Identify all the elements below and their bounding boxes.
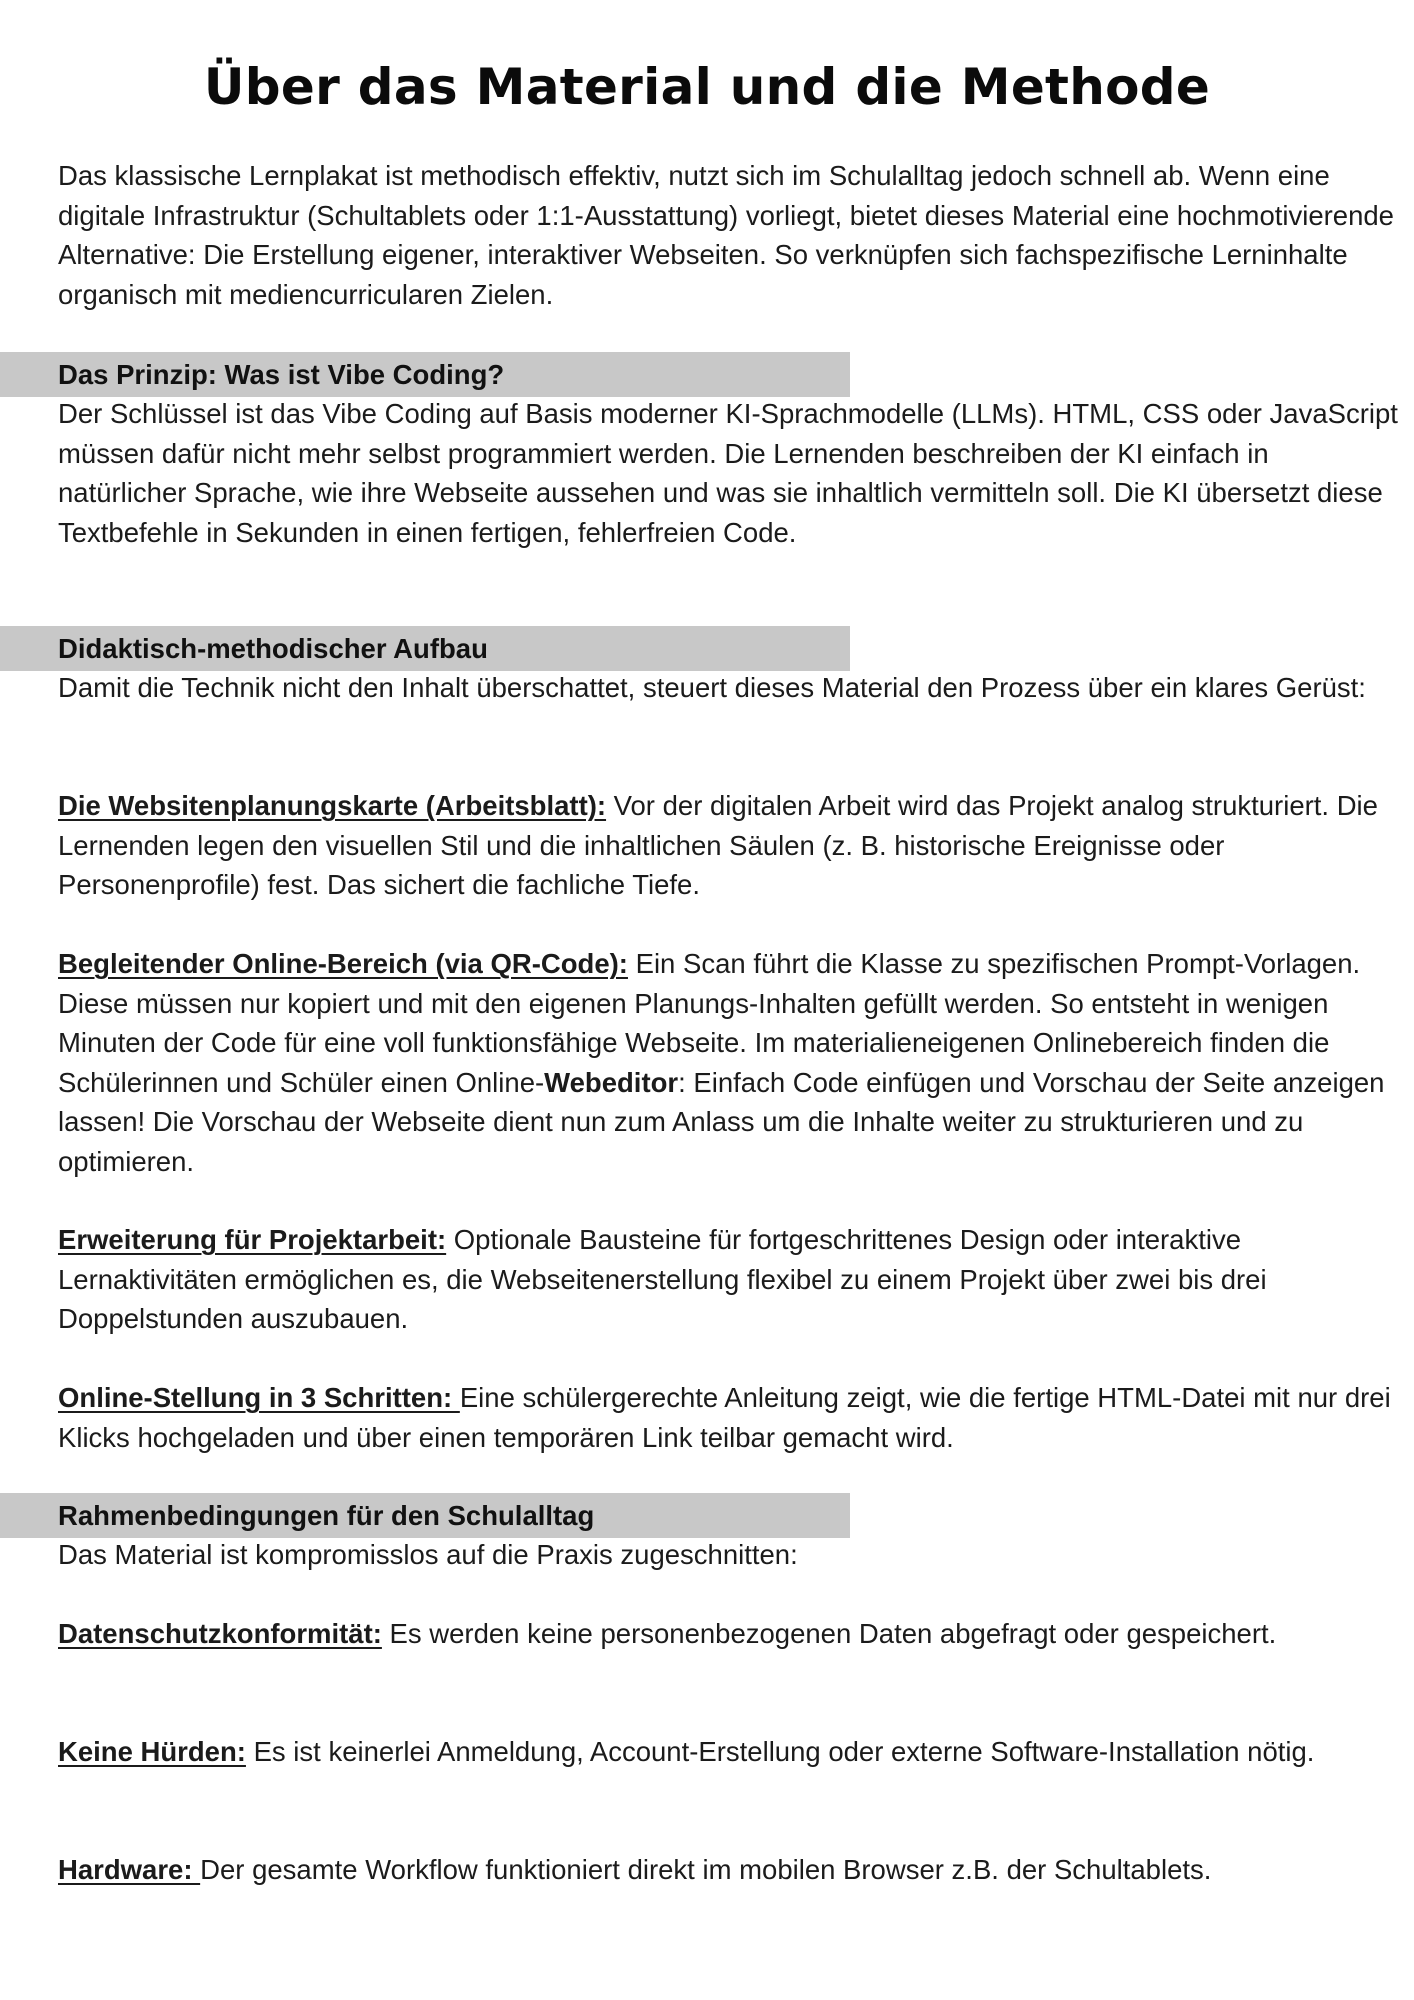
item-text: Eine schülergerechte Anleitung zeigt, wie die fertige HTML-Datei mit nur drei Klicks hochgeladen und über einen temporären Link teilbar gemacht wird. (58, 1382, 1391, 1453)
aufbau-item-online-bereich (58, 944, 1398, 1181)
item-text: Der gesamte Workflow funktioniert direkt im mobilen Browser z.B. der Schultablets. (200, 1854, 1212, 1885)
item-text: Vor der digitalen Arbeit wird das Projekt analog strukturiert. Die Lernenden legen den visuellen Stil und die inhaltlichen Säulen (z. B. historische Ereignisse oder Personenprofile) fest. Das sichert die fachliche Tiefe. (58, 790, 1378, 900)
item-bold-term: Webeditor (544, 1066, 679, 1098)
item-term: Hardware: (58, 1854, 201, 1885)
item-text: Es werden keine personenbezogenen Daten abgefragt oder gespeichert. (381, 1618, 1277, 1649)
page-title: Über das Material und die Methode (203, 58, 1211, 116)
section-heading-prinzip: Das Prinzip: Was ist Vibe Coding? (58, 359, 505, 390)
item-text-after: : Einfach Code einfügen und Vorschau der Seite anzeigen lassen! Die Vorschau der Webseite dient nun zum Anlass um die Inhalte weiter zu strukturieren und zu optimieren. (58, 1066, 1385, 1177)
item-text: Optionale Bausteine für fortgeschrittenes Design oder interaktive Lernaktivitäten ermöglichen es, die Webseitenerstellung flexibel zu einem Projekt über zwei bis drei Doppelstunden auszubauen. (58, 1224, 1267, 1334)
item-text: Ein Scan führt die Klasse zu spezifischen Prompt-Vorlagen. Diese müssen nur kopiert und mit den eigenen Planungs-Inhalten gefüllt werden. So entsteht in wenigen Minuten der Code für eine voll funktionsfähige Webseite. Im materialieneigenen Onlinebereich finden die Schülerinnen und Schüler einen Online- (58, 948, 1361, 1098)
aufbau-intro-paragraph: Damit die Technik nicht den Inhalt überschattet, steuert dieses Material den Prozess über ein klares Gerüst: (58, 672, 1366, 703)
prinzip-paragraph: Der Schlüssel ist das Vibe Coding auf Basis moderner KI-Sprachmodelle (LLMs). HTML, CSS oder JavaScript müssen dafür nicht mehr selbst programmiert werden. Die Lernenden beschreiben der KI einfach in natürlicher Sprache, wie ihre Webseite aussehen und was sie inhaltlich vermitteln soll. Die KI übersetzt diese Textbefehle in Sekunden in einen fertigen, fehlerfreien Code. (58, 398, 1398, 548)
section-heading-rahmen: Rahmenbedingungen für den Schulalltag (58, 1500, 595, 1531)
item-term: Begleitender Online-Bereich (via QR-Code): (58, 948, 628, 979)
item-term: Online-Stellung in 3 Schritten: (58, 1382, 460, 1413)
section-heading-aufbau: Didaktisch-methodischer Aufbau (58, 633, 488, 664)
aufbau-item-planungskarte (58, 786, 1398, 905)
rahmen-item-hardware (58, 1850, 1398, 1890)
aufbau-item-online-stellung (58, 1378, 1398, 1457)
rahmen-item-keine-huerden (58, 1732, 1398, 1772)
item-text: Es ist keinerlei Anmeldung, Account-Erstellung oder externe Software-Installation nötig. (245, 1736, 1315, 1767)
item-term: Die Websitenplanungskarte (Arbeitsblatt): (58, 790, 607, 821)
intro-paragraph: Das klassische Lernplakat ist methodisch effektiv, nutzt sich im Schulalltag jedoch schnell ab. Wenn eine digitale Infrastruktur (Schultablets oder 1:1-Ausstattung) vorliegt, bietet dieses Material eine hochmotivierende Alternative: Die Erstellung eigener, interaktiver Webseiten. So verknüpfen sich fachspezifische Lerninhalte organisch mit mediencurricularen Zielen. (58, 160, 1394, 310)
aufbau-item-projektarbeit (58, 1220, 1398, 1339)
item-term: Keine Hürden: (58, 1736, 246, 1767)
item-term: Datenschutzkonformität: (58, 1618, 382, 1649)
rahmen-item-datenschutz (58, 1614, 1398, 1654)
item-term: Erweiterung für Projektarbeit: (58, 1224, 447, 1255)
rahmen-intro-paragraph: Das Material ist kompromisslos auf die Praxis zugeschnitten: (58, 1539, 798, 1570)
